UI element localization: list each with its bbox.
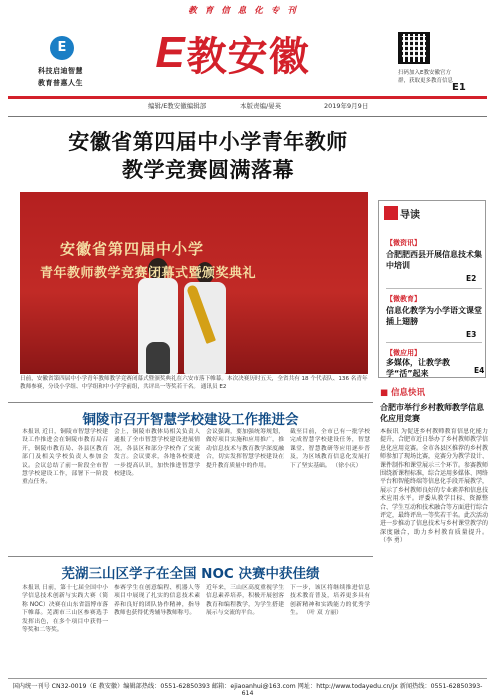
person-figure — [146, 342, 170, 374]
brand-logo: E — [50, 36, 74, 60]
editor-credit: 编辑/E教安徽编辑部 — [148, 102, 207, 110]
meta-line — [8, 101, 487, 113]
guide-item-page: E3 — [466, 330, 477, 339]
divider — [8, 678, 487, 679]
article-column: 近年来，三山区高度重视学生信息素养培养，积极开展创客教育和编程教学，为学生搭建展示与交流的平台。 — [206, 585, 284, 617]
article-column: 会上，铜陵市教体局相关负责人通报了全市智慧学校建设进展情况，各县区和部分学校作了交流发言。会议要求，各地各校要进一步提高认识，加快推进智慧学校建设。 — [114, 429, 200, 478]
article-column: 截至目前，全市已有一批学校完成智慧学校建设任务，智慧课堂、智慧教研等应用逐步普及，为区域教育信息化发展打下了坚实基础。 （徐小庆） — [290, 429, 370, 469]
photo-banner: 安徽省第四届中小学 — [60, 240, 205, 258]
guide-item-page: E4 — [474, 366, 485, 375]
footer-info: 国内统一刊号 CN32-0019（E 教安徽）编辑部热线：0551-62850393 邮箱：ejiaoanhui@163.com 网址：http://www.todayedu.cn/jx 新闻热线：0551-62850393-614 — [12, 683, 483, 696]
article-column: 本报讯 日前，第十七届全国中小学信息技术创新与实践大赛（简称 NOC）决赛在山东省淄博市落下帷幕。芜湖市三山区参赛选手发挥出色，在多个项目中获得一等奖和二等奖。 — [22, 585, 108, 634]
guide-item-title[interactable]: 合肥肥西县开展信息技术集中培训 — [386, 250, 482, 270]
divider — [8, 402, 373, 403]
edition-editor: 本版责编/晏英 — [240, 102, 282, 110]
news-flash-title[interactable]: 合肥市举行乡村教师教学信息化应用竞赛 — [380, 403, 484, 423]
lead-headline: 安徽省第四届中小学青年教师 — [68, 130, 348, 154]
brand-word: 教安徽 — [186, 33, 310, 80]
lead-headline: 教学竞赛圆满落幕 — [122, 158, 294, 182]
guide-label: 导读 — [400, 210, 420, 221]
lead-photo — [20, 192, 368, 374]
guide-item-title[interactable]: 信息化教学为小学语文课堂插上翅膀 — [386, 306, 482, 326]
guide-icon — [384, 206, 398, 220]
article-headline: 芜湖三山区学子在全国 NOC 决赛中获佳绩 — [61, 566, 320, 582]
qr-note: 扫码加入E教安徽官方 — [398, 70, 451, 76]
guide-item-page: E2 — [466, 274, 477, 283]
news-flash-body: 本报讯 为促进乡村教师教育信息化能力提升，合肥市近日举办了乡村教师教学信息化应用竞赛。全市各县区推荐的乡村教师参加了现场比赛，竞赛分为教学设计、课件制作和课堂展示三个环节。参赛教师围绕新课程标准，综合运用多媒体、网络平台和智能终端等信息化手段开展教学，展示了乡村教师良好的专业素养和信息技术应用水平。评委从教学目标、资源整合、学生互动和技术融合等方面进行综合评定，最终评出一等奖若干名。此次活动进一步推动了信息技术与乡村课堂教学的深度融合，助力乡村教育质量提升。 （李 勇） — [380, 428, 488, 545]
guide-item-tag: 【微应用】 — [386, 349, 421, 357]
photo-caption: 日前，安徽省第四届中小学青年教师教学竞赛闭幕式暨颁奖典礼在六安市落下帷幕。本次决赛历时五天，全省共有 18 个代表队、136 名青年教师参赛，分设小学组、中学组和中小学学前组，共评出一等奖若干名。 通讯员 E2 — [20, 376, 368, 390]
divider — [386, 288, 482, 289]
series-label: 教育信息化专刊 — [188, 6, 304, 16]
article-column: 会议强调，要加强统筹规划，做好项目实施和应用推广，推动信息技术与教育教学深度融合，切实发挥智慧学校建设在提升教育质量中的作用。 — [206, 429, 284, 469]
article-column: 下一步，该区将继续推进信息技术教育普及，培养更多具有创新精神和实践能力的优秀学生。 （叶 双 方丽） — [290, 585, 370, 617]
guide-item-tag: 【微资讯】 — [386, 239, 421, 247]
news-flash-heading: ■ 信息快讯 — [380, 388, 425, 398]
header-rule — [8, 96, 487, 99]
brand-letter: E — [155, 28, 185, 77]
guide-item-tag: 【微教育】 — [386, 295, 421, 303]
article-column: 本报讯 近日，铜陵市智慧学校建设工作推进会在铜陵市教育局召开，铜陵市教育局、各县区教育部门及相关学校负责人参加会议。会议总结了前一阶段全市智慧学校建设工作，部署下一阶段重点任务。 — [22, 429, 108, 486]
photo-banner: 青年教师教学竞赛闭幕式暨颁奖典礼 — [40, 266, 257, 281]
article-column: 参赛学生在创意编程、机器人等项目中展现了扎实的信息技术素养和良好的团队协作精神，指导教师也获得优秀辅导教师称号。 — [114, 585, 200, 617]
article-headline: 铜陵市召开智慧学校建设工作推进会 — [82, 412, 299, 428]
masthead-title — [115, 22, 350, 84]
divider — [8, 116, 487, 117]
issue-date: 2019年9月9日 — [324, 102, 369, 110]
divider — [386, 342, 482, 343]
slogan-line: 科技启迪智慧 — [38, 67, 83, 75]
slogan-line: 教育普惠人生 — [38, 79, 83, 87]
qr-code — [398, 32, 430, 64]
edition-code: E1 — [452, 82, 466, 93]
qr-note: 群，获取更多教育信息 — [398, 78, 454, 84]
divider — [8, 556, 373, 557]
guide-item-title[interactable]: 多媒体，让教学教学“活”起来 — [386, 358, 450, 378]
